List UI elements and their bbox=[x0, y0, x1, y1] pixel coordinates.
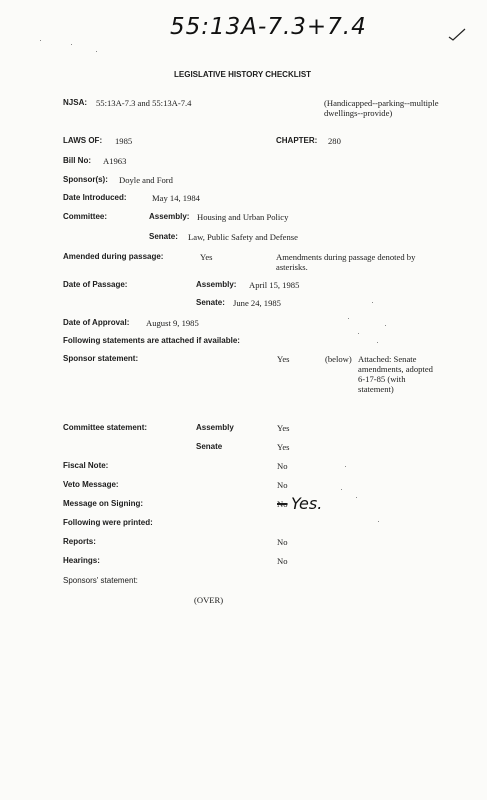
veto-message-label: Veto Message: bbox=[63, 480, 119, 489]
scan-speck bbox=[358, 333, 359, 334]
scan-speck bbox=[348, 318, 349, 319]
committee-statement-assembly-value: Yes bbox=[277, 423, 290, 433]
following-printed-heading: Following were printed: bbox=[63, 518, 153, 527]
sponsor-statement-below: (below) bbox=[325, 354, 352, 364]
checkmark-icon bbox=[448, 28, 466, 42]
passage-label: Date of Passage: bbox=[63, 280, 128, 289]
passage-senate-value: June 24, 1985 bbox=[233, 298, 281, 308]
scan-speck bbox=[341, 489, 342, 490]
sponsors-value: Doyle and Ford bbox=[119, 175, 173, 185]
sponsor-statement-label: Sponsor statement: bbox=[63, 354, 139, 363]
committee-statement-senate-value: Yes bbox=[277, 442, 290, 452]
committee-statement-senate-label: Senate bbox=[196, 442, 223, 451]
approval-value: August 9, 1985 bbox=[146, 318, 199, 328]
scan-speck bbox=[40, 40, 41, 41]
sponsors-label: Sponsor(s): bbox=[63, 175, 108, 184]
committee-label: Committee: bbox=[63, 212, 108, 221]
bill-no-label: Bill No: bbox=[63, 156, 91, 165]
signing-message-label: Message on Signing: bbox=[63, 499, 144, 508]
sponsors-statement-footer: Sponsors' statement: bbox=[63, 576, 138, 585]
passage-assembly-value: April 15, 1985 bbox=[249, 280, 300, 290]
njsa-value: 55:13A-7.3 and 55:13A-7.4 bbox=[96, 98, 192, 108]
njsa-note: (Handicapped--parking--multiple dwellings--provide) bbox=[324, 98, 439, 118]
scan-speck bbox=[345, 466, 346, 467]
chapter-label: CHAPTER: bbox=[276, 136, 318, 145]
signing-message-handwritten-value: Yes. bbox=[291, 494, 323, 513]
scan-speck bbox=[71, 44, 72, 45]
committee-assembly-value: Housing and Urban Policy bbox=[197, 212, 289, 222]
scan-speck bbox=[377, 342, 378, 343]
committee-senate-label: Senate: bbox=[149, 232, 178, 241]
committee-statement-label: Committee statement: bbox=[63, 423, 148, 432]
page-title: LEGISLATIVE HISTORY CHECKLIST bbox=[174, 70, 312, 79]
fiscal-note-label: Fiscal Note: bbox=[63, 461, 109, 470]
scan-speck bbox=[378, 521, 379, 522]
over-note: (OVER) bbox=[194, 595, 224, 605]
laws-of-value: 1985 bbox=[115, 136, 133, 146]
bill-no-value: A1963 bbox=[103, 156, 127, 166]
fiscal-note-value: No bbox=[277, 461, 288, 471]
chapter-value: 280 bbox=[328, 136, 341, 146]
hearings-label: Hearings: bbox=[63, 556, 100, 565]
njsa-label: NJSA: bbox=[63, 98, 88, 107]
amended-note: Amendments during passage denoted by asterisks. bbox=[276, 252, 416, 272]
signing-message-struck-value: No bbox=[277, 499, 288, 509]
veto-message-value: No bbox=[277, 480, 288, 490]
committee-statement-assembly-label: Assembly bbox=[196, 423, 234, 432]
amended-label: Amended during passage: bbox=[63, 252, 164, 261]
date-introduced-label: Date Introduced: bbox=[63, 193, 127, 202]
amended-value: Yes bbox=[200, 252, 213, 262]
hearings-value: No bbox=[277, 556, 288, 566]
sponsor-statement-value: Yes bbox=[277, 354, 290, 364]
reports-label: Reports: bbox=[63, 537, 96, 546]
handwritten-statute-number: 55:13A-7.3+7.4 bbox=[170, 14, 367, 40]
sponsor-statement-attached: Attached: Senate amendments, adopted 6-17-85 (with statement) bbox=[358, 354, 433, 394]
approval-label: Date of Approval: bbox=[63, 318, 130, 327]
scan-speck bbox=[372, 302, 373, 303]
laws-of-label: LAWS OF: bbox=[63, 136, 103, 145]
committee-assembly-label: Assembly: bbox=[149, 212, 190, 221]
scan-speck bbox=[385, 325, 386, 326]
scan-speck bbox=[356, 497, 357, 498]
passage-assembly-label: Assembly: bbox=[196, 280, 237, 289]
passage-senate-label: Senate: bbox=[196, 298, 225, 307]
date-introduced-value: May 14, 1984 bbox=[152, 193, 200, 203]
scan-speck bbox=[96, 51, 97, 52]
committee-senate-value: Law, Public Safety and Defense bbox=[188, 232, 298, 242]
following-attached-heading: Following statements are attached if available: bbox=[63, 336, 240, 345]
reports-value: No bbox=[277, 537, 288, 547]
